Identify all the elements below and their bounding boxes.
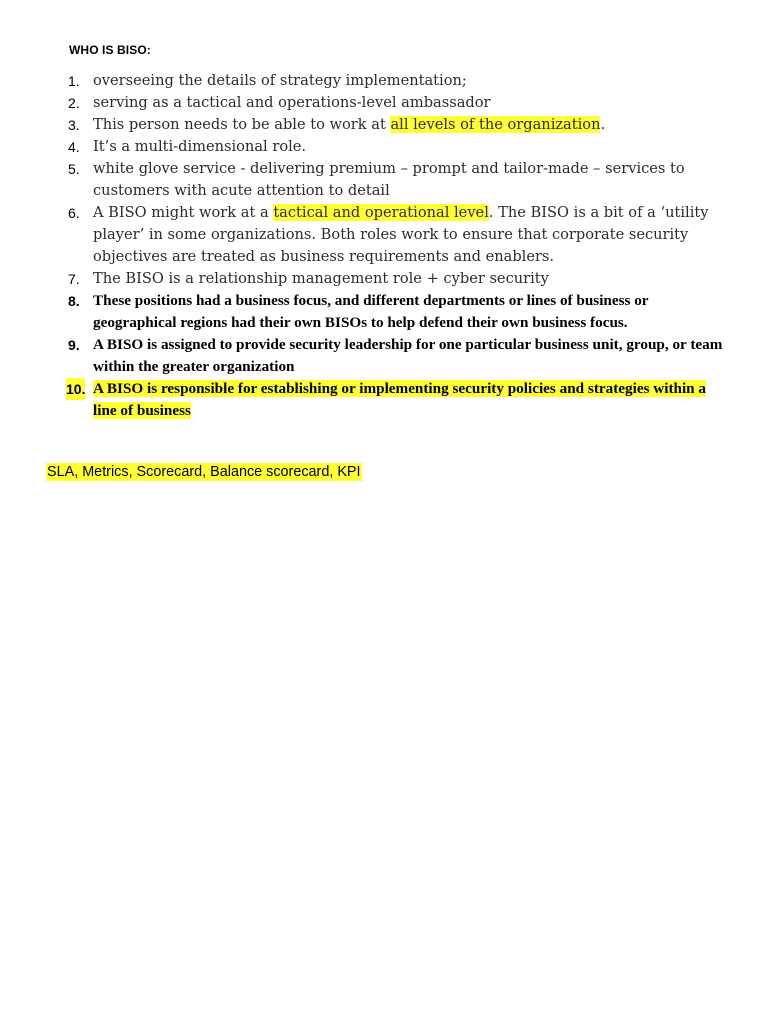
list-text-after-highlight: . The BISO is a bit of a ‘utility player’ in some organizations. Both roles work to ensure that corporate security objectives are treated as business requirements and enablers.	[93, 204, 709, 265]
list-number: 5.	[68, 161, 80, 177]
list-item	[62, 290, 732, 334]
list-text: A BISO is assigned to provide security leadership for one particular business unit, group, or team within the greater organization	[93, 336, 723, 375]
list-text-before-highlight: A BISO might work at a	[93, 204, 274, 221]
list-item	[62, 70, 732, 92]
list-text: The BISO is a relationship management role + cyber security	[93, 270, 549, 287]
list-number: 2.	[68, 95, 80, 111]
list-item	[62, 114, 732, 136]
list-number: 7.	[68, 271, 80, 287]
list-text-before-highlight: This person needs to be able to work at	[93, 116, 391, 133]
list-text: These positions had a business focus, and different departments or lines of business or geographical regions had their own BISOs to help defend their own business focus.	[93, 292, 649, 331]
list-item	[62, 268, 732, 290]
keywords-highlighted: SLA, Metrics, Scorecard, Balance scorecard, KPI	[47, 464, 361, 480]
list-number: 3.	[68, 117, 80, 133]
list-text: A BISO is responsible for establishing or implementing security policies and strategies within a line of business	[93, 380, 707, 419]
list-item	[62, 92, 732, 114]
list-number: 8.	[68, 293, 80, 309]
list-number: 4.	[68, 139, 80, 155]
list-number: 10.	[66, 378, 85, 400]
highlighted-text: all levels of the organization	[390, 116, 601, 133]
biso-list	[62, 70, 732, 422]
document-heading: WHO IS BISO:	[69, 43, 151, 57]
list-item	[62, 158, 732, 202]
list-text: overseeing the details of strategy implementation;	[93, 72, 467, 89]
list-item	[62, 202, 732, 268]
list-number: 1.	[68, 73, 80, 89]
list-text-after-highlight: .	[600, 116, 606, 133]
list-text: serving as a tactical and operations-level ambassador	[93, 94, 491, 111]
list-text: It’s a multi-dimensional role.	[93, 138, 307, 155]
list-item	[62, 136, 732, 158]
list-number: 9.	[68, 337, 80, 353]
highlighted-text: tactical and operational level	[273, 204, 489, 221]
list-number: 6.	[68, 205, 80, 221]
list-item	[62, 334, 732, 378]
list-item-highlighted	[62, 378, 732, 422]
list-text: white glove service - delivering premium – prompt and tailor-made – services to customers with acute attention to detail	[93, 160, 685, 199]
